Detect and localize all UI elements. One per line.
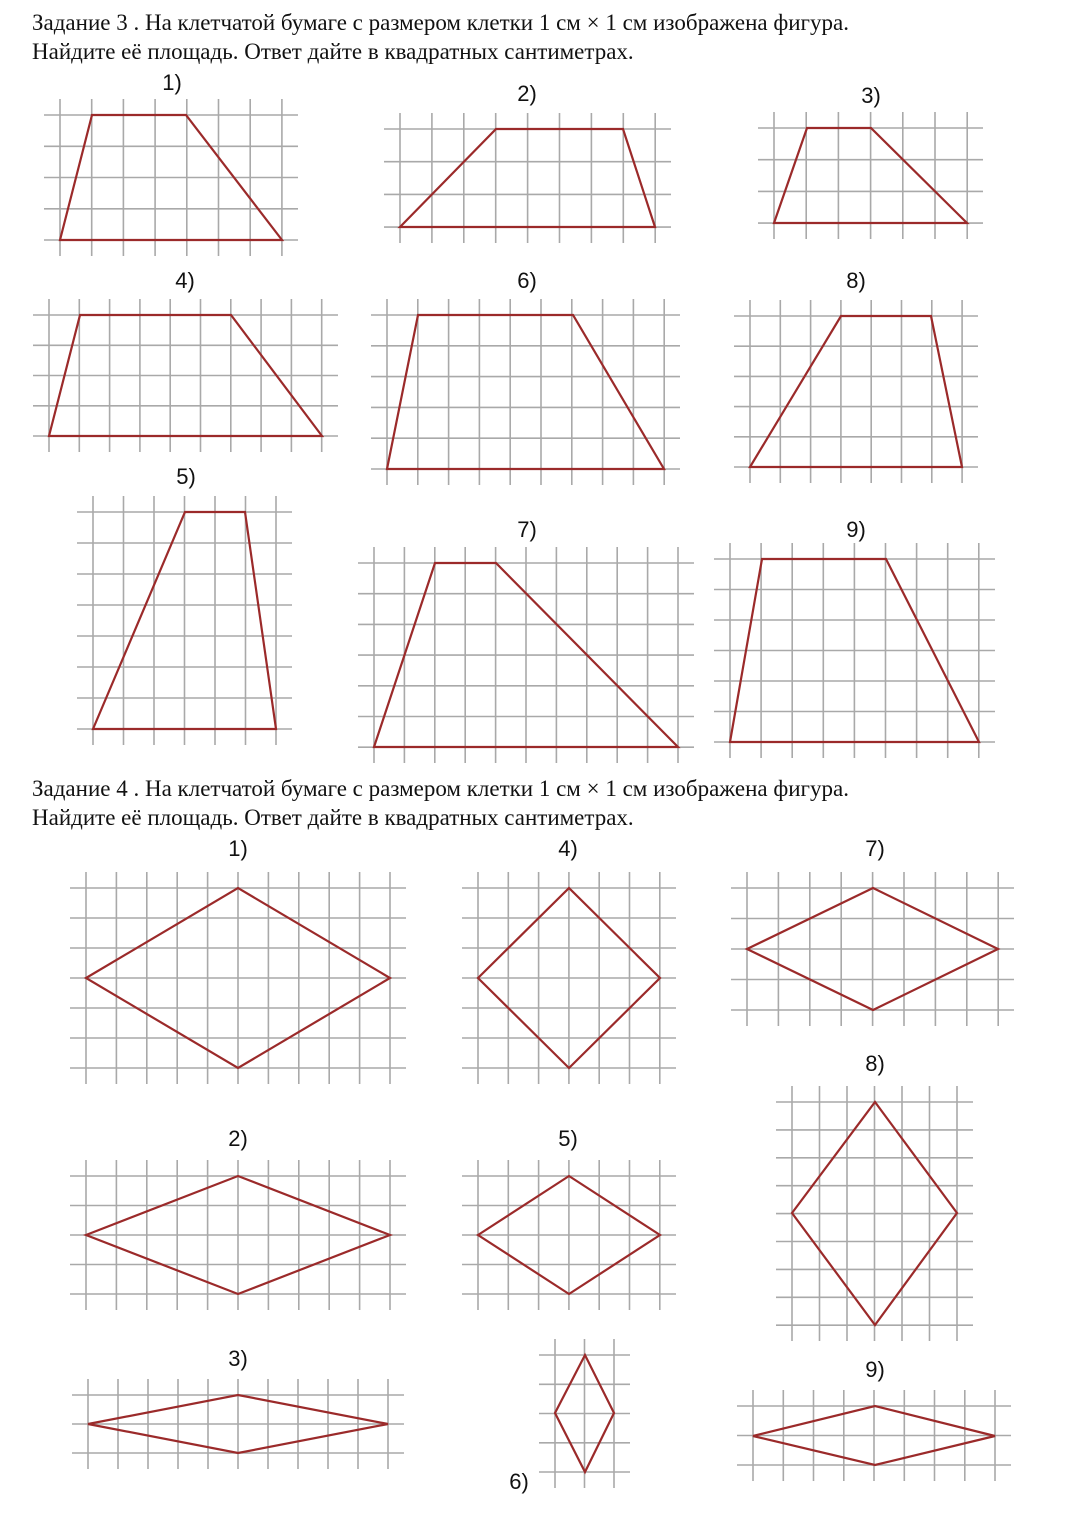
graph-paper-grid <box>737 1390 1011 1481</box>
figure-label: 5) <box>558 1126 578 1151</box>
trapezoid-outline <box>750 316 962 467</box>
graph-paper-grid <box>776 1086 973 1341</box>
figure-label: 2) <box>517 81 537 106</box>
graph-paper-grid <box>384 113 671 243</box>
figure-label: 7) <box>517 517 537 542</box>
figure-label: 6) <box>509 1469 529 1494</box>
figure-label: 9) <box>846 517 866 542</box>
graph-paper-grid <box>539 1339 630 1488</box>
figure-label: 3) <box>861 83 881 108</box>
task3-line1: Задание 3 . На клетчатой бумаге с размером клетки 1 см × 1 см изображена фигура. <box>32 10 849 35</box>
graph-paper-grid <box>358 547 694 763</box>
figure-label: 8) <box>846 268 866 293</box>
graph-paper-grid <box>714 543 995 758</box>
graph-paper-grid <box>371 299 680 485</box>
trapezoid-outline <box>387 315 664 469</box>
graph-paper-grid <box>70 1160 406 1310</box>
figure-label: 4) <box>558 836 578 861</box>
graph-paper-grid <box>758 112 983 239</box>
figure-label: 9) <box>865 1357 885 1382</box>
figure-label: 1) <box>228 836 248 861</box>
figure-label: 1) <box>162 70 182 95</box>
graph-paper-grid <box>731 872 1014 1026</box>
task3-line2: Найдите её площадь. Ответ дайте в квадратных сантиметрах. <box>32 39 634 64</box>
graph-paper-grid <box>72 1379 404 1469</box>
graph-paper-grid <box>44 99 298 256</box>
figure-label: 6) <box>517 268 537 293</box>
graph-paper-grid <box>734 300 978 483</box>
figure-label: 5) <box>176 464 196 489</box>
figure-label: 3) <box>228 1346 248 1371</box>
figure-label: 2) <box>228 1126 248 1151</box>
figure-label: 8) <box>865 1051 885 1076</box>
graph-paper-grid <box>462 1160 676 1310</box>
task4-line1: Задание 4 . На клетчатой бумаге с размером клетки 1 см × 1 см изображена фигура. <box>32 776 849 801</box>
graph-paper-grid <box>70 872 406 1084</box>
figure-label: 7) <box>865 836 885 861</box>
task4-line2: Найдите её площадь. Ответ дайте в квадратных сантиметрах. <box>32 805 634 830</box>
figure-label: 4) <box>175 268 195 293</box>
graph-paper-grid <box>462 872 676 1084</box>
